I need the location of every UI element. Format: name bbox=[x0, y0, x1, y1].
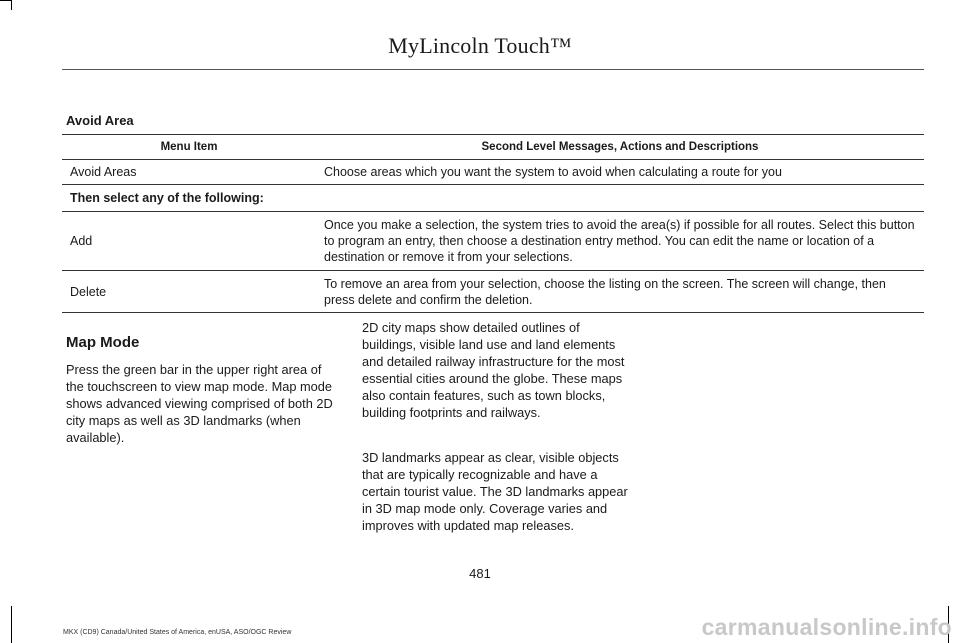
avoid-area-table bbox=[62, 134, 924, 313]
table-row bbox=[62, 160, 924, 185]
table-header-row bbox=[62, 135, 924, 160]
page-number: 481 bbox=[469, 566, 491, 581]
table-cell-description: Choose areas which you want the system to avoid when calculating a route for you bbox=[316, 160, 924, 185]
table-cell-description: To remove an area from your selection, choose the listing on the screen. The screen will change, then press delete and confirm the deletion. bbox=[316, 271, 924, 313]
table-cell-menu-item: Delete bbox=[62, 271, 316, 313]
map-mode-heading: Map Mode bbox=[66, 334, 140, 351]
map-mode-paragraph-3: 3D landmarks appear as clear, visible objects that are typically recognizable and have a certain tourist value. The 3D landmarks appear in 3D map mode only. Coverage varies and improves with updated map releases. bbox=[362, 450, 628, 533]
page-title: MyLincoln Touch™ bbox=[388, 33, 572, 58]
table-row bbox=[62, 212, 924, 271]
table-cell-menu-item: Add bbox=[62, 212, 316, 271]
table-row bbox=[62, 271, 924, 313]
map-mode-paragraph-1: Press the green bar in the upper right area of the touchscreen to view map mode. Map mode shows advanced viewing comprised of both 2D city maps as well as 3D landmarks (when available). bbox=[66, 362, 333, 445]
watermark: carmanualsonline.info bbox=[701, 614, 952, 640]
title-divider bbox=[62, 69, 924, 70]
document-footer: MKX (CD9) Canada/United States of America, enUSA, ASO/OGC Review bbox=[63, 629, 292, 636]
crop-mark-bottom-left bbox=[11, 606, 12, 643]
table-span-cell: Then select any of the following: bbox=[62, 185, 924, 212]
table-span-row bbox=[62, 185, 924, 212]
table-cell-menu-item: Avoid Areas bbox=[62, 160, 316, 185]
table-header-descriptions: Second Level Messages, Actions and Descriptions bbox=[316, 135, 924, 160]
crop-mark-top-left-vertical bbox=[11, 0, 12, 10]
table-cell-description: Once you make a selection, the system tries to avoid the area(s) if possible for all routes. Select this button to program an entry, then choose a destination entry method. You can edit the name or location of a destination or remove it from your selections. bbox=[316, 212, 924, 271]
table-header-menu-item: Menu Item bbox=[62, 135, 316, 160]
map-mode-paragraph-2: 2D city maps show detailed outlines of buildings, visible land use and land elements and detailed railway infrastructure for the most essential cities around the globe. These maps also contain features, such as town blocks, building footprints and railways. bbox=[362, 320, 625, 420]
avoid-area-label: Avoid Area bbox=[66, 113, 134, 128]
